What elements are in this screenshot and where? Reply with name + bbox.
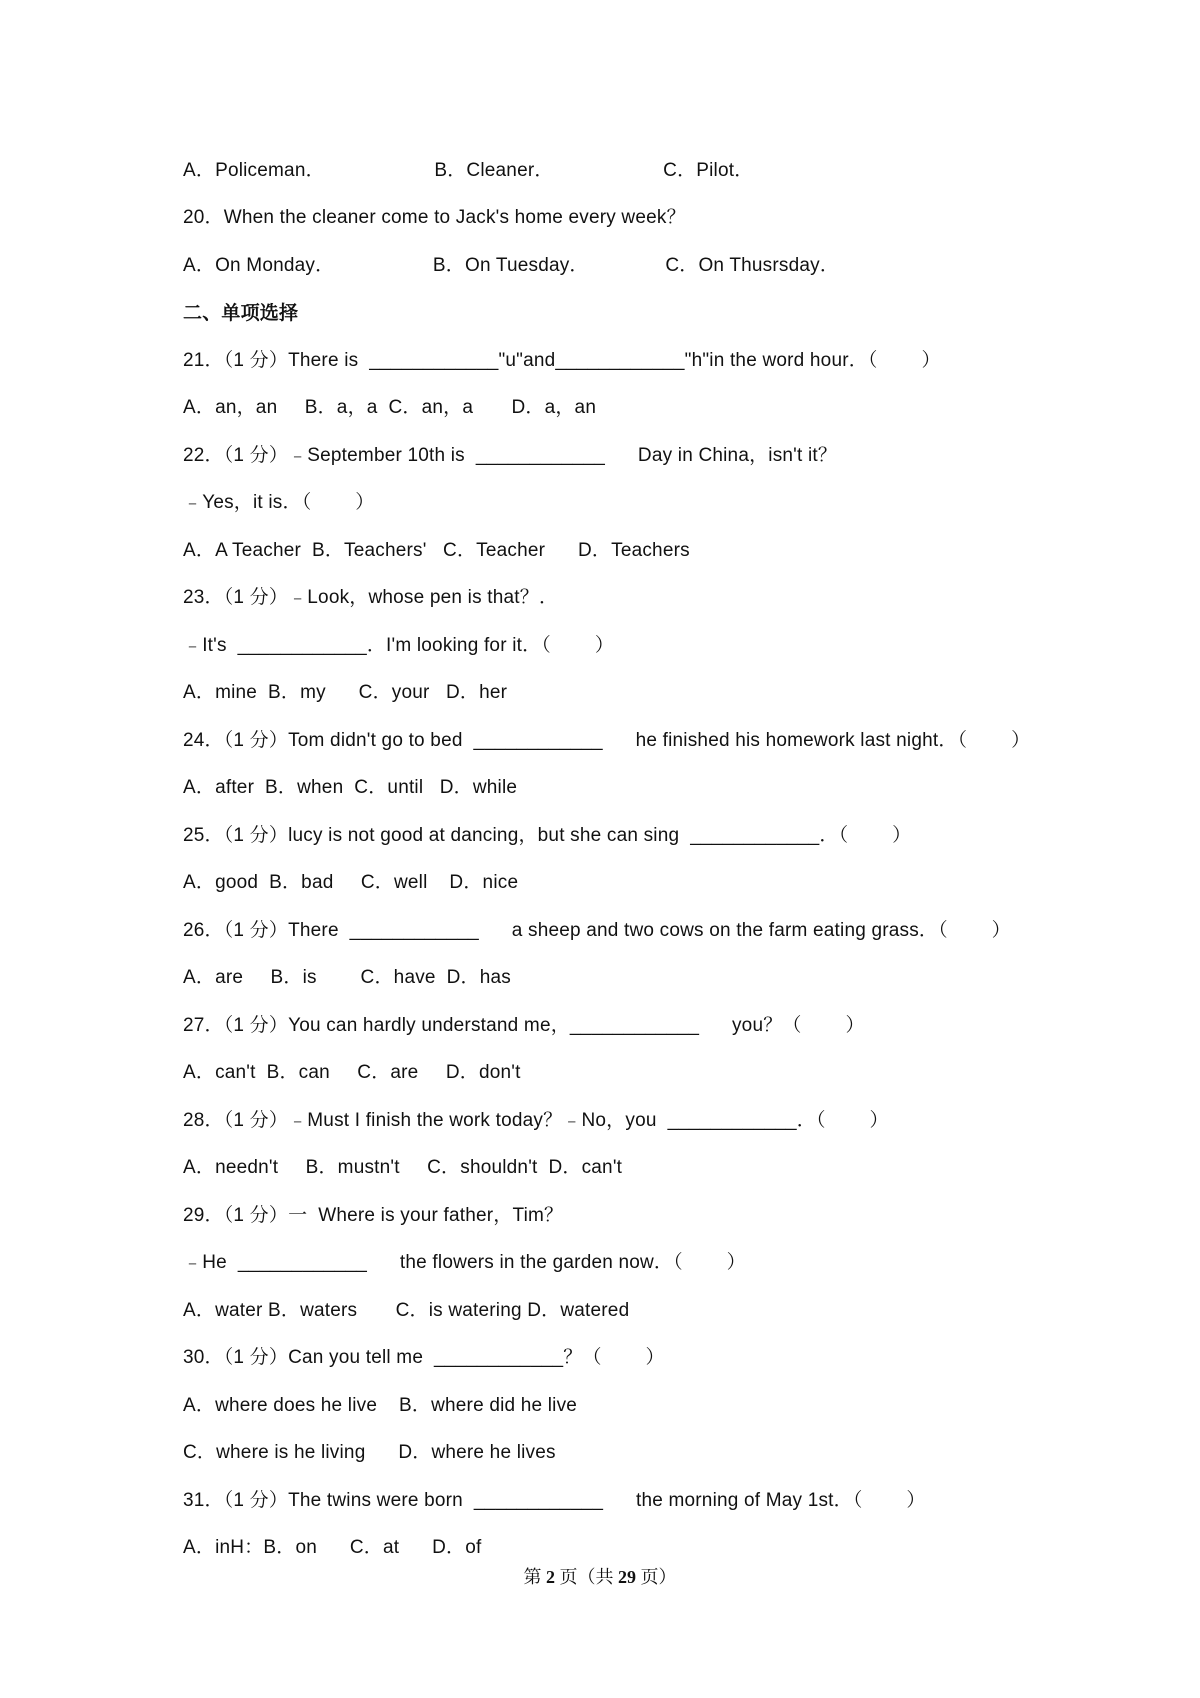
q23-options: A．mine B．my C．your D．her xyxy=(183,682,508,703)
footer-page-number: 2 xyxy=(546,1567,555,1587)
q31-options: A．inH：B．on C．at D．of xyxy=(183,1537,482,1558)
question-21: 21．（1 分）There is ____________"u"and____________"h"in the word hour．（ ） xyxy=(183,350,941,371)
q21-options: A．an，an B．a，a C．an，a D．a，an xyxy=(183,397,597,418)
question-26: 26．（1 分）There ____________ a sheep and two cows on the farm eating grass．（ ） xyxy=(183,920,1011,941)
question-29: 29．（1 分）一 Where is your father，Tim？ xyxy=(183,1205,564,1226)
q30-options-row2: C．where is he living D．where he lives xyxy=(183,1442,556,1463)
q22-options: A．A Teacher B．Teachers' C．Teacher D．Teachers xyxy=(183,540,690,561)
question-31: 31．（1 分）The twins were born ____________ the morning of May 1st．（ ） xyxy=(183,1490,926,1511)
q28-options: A．needn't B．mustn't C．shouldn't D．can't xyxy=(183,1157,623,1178)
q20-options: A．On Monday． B．On Tuesday． C．On Thusrsday． xyxy=(183,255,840,276)
section-heading: 二、单项选择 xyxy=(183,302,299,324)
question-22-reply: ﹣Yes，it is．（ ） xyxy=(183,492,375,513)
question-29-reply: ﹣He ____________ the flowers in the garden now．（ ） xyxy=(183,1252,746,1273)
question-22: 22．（1 分）﹣September 10th is ____________ Day in China，isn't it？ xyxy=(183,445,838,466)
q25-options: A．good B．bad C．well D．nice xyxy=(183,872,519,893)
question-23-reply: ﹣It's ____________．I'm looking for it．（ ） xyxy=(183,635,615,656)
footer-middle: 页（共 xyxy=(555,1567,618,1587)
question-24: 24．（1 分）Tom didn't go to bed ____________ he finished his homework last night．（ ） xyxy=(183,730,1031,751)
question-28: 28．（1 分）﹣Must I finish the work today？﹣No，you ____________．（ ） xyxy=(183,1110,889,1131)
question-27: 27．（1 分）You can hardly understand me，____________ you？（ ） xyxy=(183,1015,865,1036)
footer-total-pages: 29 xyxy=(618,1567,636,1587)
q24-options: A．after B．when C．until D．while xyxy=(183,777,518,798)
page-footer xyxy=(0,1563,1200,1589)
q19-options: A．Policeman． B．Cleaner． C．Pilot． xyxy=(183,160,754,181)
footer-prefix: 第 xyxy=(523,1567,546,1587)
question-25: 25．（1 分）lucy is not good at dancing，but she can sing ____________．（ ） xyxy=(183,825,912,846)
q26-options: A．are B．is C．have D．has xyxy=(183,967,511,988)
q29-options: A．water B．waters C．is watering D．watered xyxy=(183,1300,630,1321)
question-20: 20．When the cleaner come to Jack's home every week？ xyxy=(183,207,686,228)
footer-suffix: 页） xyxy=(636,1567,677,1587)
question-23: 23．（1 分）﹣Look，whose pen is that？． xyxy=(183,587,559,608)
q27-options: A．can't B．can C．are D．don't xyxy=(183,1062,521,1083)
question-30: 30．（1 分）Can you tell me ____________？（ ） xyxy=(183,1347,665,1368)
q30-options-row1: A．where does he live B．where did he live xyxy=(183,1395,578,1416)
